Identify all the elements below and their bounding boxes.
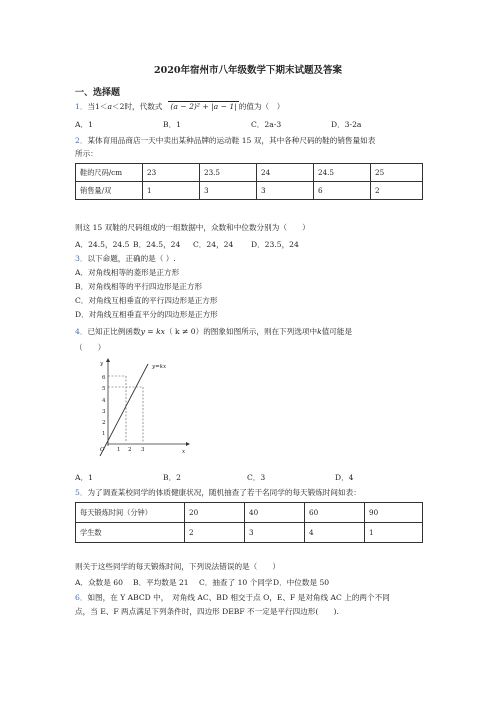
table-cell: 2 — [371, 182, 423, 200]
question-number: 1． — [75, 102, 88, 111]
table-cell: 23.5 — [200, 164, 257, 182]
table-row — [76, 164, 423, 182]
table-cell: 鞋的尺码/cm — [76, 164, 143, 182]
option-c: C．3 — [247, 473, 266, 482]
q2-line2: 所示： — [75, 149, 98, 158]
table-cell: 60 — [305, 503, 365, 523]
table-cell: 24.5 — [314, 164, 371, 182]
table-cell: 24 — [257, 164, 314, 182]
q4-graph — [90, 356, 190, 458]
y-tick: 3 — [102, 409, 106, 415]
question-3 — [75, 253, 176, 264]
table-cell: 90 — [365, 503, 423, 523]
line-y-kx — [100, 364, 148, 456]
option-a: A．众数是 60 — [75, 578, 123, 587]
q3-option-a: A．对角线相等的菱形是正方形 — [75, 268, 180, 277]
q4-text-b: 的图象如图所示，则在下列选项中 — [203, 327, 318, 336]
shoe-size-table — [75, 163, 423, 200]
q1-text-a: 当1＜ — [87, 102, 108, 111]
exercise-time-table — [75, 502, 423, 543]
q4-options — [75, 472, 354, 483]
y-tick: 4 — [102, 398, 106, 404]
option-d: D．3-2a — [331, 120, 362, 129]
q2-line1: 某体育用品商店一天中卖出某种品牌的运动鞋 15 双，其中各种尺码的鞋的销售量如表 — [87, 136, 376, 145]
table-cell: 3 — [200, 182, 257, 200]
q1-var-a: a — [107, 102, 112, 111]
line-label: y=kx — [152, 364, 167, 370]
table-row — [76, 523, 423, 543]
q1-radical-expression: (a − 2)² + |a − 1| — [170, 102, 237, 111]
option-a: A．24.5，24.5 — [75, 240, 130, 249]
table-cell: 6 — [314, 182, 371, 200]
option-c: C．抽查了 10 个同学 — [199, 578, 273, 587]
table-cell: 销售量/双 — [76, 182, 143, 200]
origin-label: O — [100, 447, 105, 453]
table-cell: 4 — [305, 523, 365, 543]
x-axis-arrow-icon — [186, 442, 190, 446]
page-title: 2020年宿州市八年级数学下期末试题及答案 — [154, 65, 342, 76]
y-axis-label: y — [100, 361, 104, 367]
option-c: C．2a-3 — [251, 120, 282, 129]
section-heading: 一、选择题 — [75, 88, 121, 98]
question-number: 3． — [75, 254, 88, 263]
option-d: D．4 — [335, 473, 354, 482]
y-tick: 6 — [102, 375, 106, 381]
q3-option-c: C．对角线互相垂直的平行四边形是正方形 — [75, 296, 218, 305]
q3-option-b: B．对角线相等的平行四边形是正方形 — [75, 282, 203, 291]
q5-after: 则关于这些同学的每天锻炼时间，下列说法错误的是（ ） — [75, 562, 281, 571]
table-cell: 25 — [371, 164, 423, 182]
table-row — [76, 503, 423, 523]
question-1 — [75, 101, 284, 112]
question-5 — [75, 487, 361, 498]
y-axis-arrow-icon — [106, 358, 110, 362]
table-cell: 1 — [143, 182, 200, 200]
x-tick: 1 — [117, 447, 121, 453]
option-d: D．中位数是 50 — [273, 578, 330, 587]
x-axis-label: x — [182, 449, 186, 455]
table-cell: 23 — [143, 164, 200, 182]
option-b: B．2 — [163, 473, 182, 482]
q6-line1: 如图，在 Y ABCD 中， 对角线 AC、BD 相交于点 O，E、F 是对角线 AC 上的两个不同 — [87, 593, 390, 602]
q3-text: 以下命题，正确的是（ ）. — [87, 254, 176, 263]
q5-text: 为了调查某校同学的体质健康状况，随机抽查了若干名同学的每天锻炼时间如表： — [87, 488, 361, 497]
question-number: 4． — [75, 327, 88, 336]
question-4 — [75, 326, 352, 337]
q4-condition: （ k ≠ 0） — [164, 327, 204, 336]
table-cell: 20 — [185, 503, 245, 523]
y-tick: 2 — [102, 420, 106, 426]
question-number: 6． — [75, 593, 88, 602]
q4-paren: （ ） — [75, 343, 106, 352]
graph-guide-lines — [108, 376, 143, 442]
table-cell: 40 — [245, 503, 305, 523]
table-cell: 3 — [257, 182, 314, 200]
x-tick: 3 — [141, 447, 145, 453]
q1-options — [75, 119, 361, 130]
table-cell: 1 — [365, 523, 423, 543]
option-b: B．平均数是 21 — [133, 578, 189, 587]
table-cell: 每天锻炼时间（分钟） — [76, 503, 185, 523]
q2-options — [75, 239, 299, 250]
option-a: A．1 — [75, 473, 93, 482]
y-tick: 1 — [102, 431, 106, 437]
table-row — [76, 182, 423, 200]
question-number: 5． — [75, 488, 88, 497]
q6-line2: 点，当 E、F 两点满足下列条件时，四边形 DEBF 不一定是平行四边形( ). — [75, 607, 339, 616]
q4-k: k — [317, 327, 322, 336]
q4-text-a: 已知正比例函数 — [87, 327, 141, 336]
q1-text-c: 的值为（ ） — [238, 102, 285, 111]
question-2 — [75, 135, 375, 146]
table-cell: 学生数 — [76, 523, 185, 543]
q4-text-c: 值可能是 — [321, 327, 353, 336]
x-tick: 2 — [128, 447, 132, 453]
q4-formula: y = kx — [140, 327, 165, 336]
y-tick: 5 — [102, 386, 106, 392]
option-d: D．23.5，24 — [251, 240, 299, 249]
table-cell: 3 — [245, 523, 305, 543]
q1-text-b: ＜2时，代数式 — [112, 102, 163, 111]
option-c: C．24，24 — [193, 240, 234, 249]
option-b: B．1 — [163, 120, 182, 129]
q2-after: 则这 15 双鞋的尺码组成的一组数据中，众数和中位数分别为（ ） — [75, 223, 310, 232]
option-a: A．1 — [75, 120, 93, 129]
question-number: 2． — [75, 136, 88, 145]
question-6 — [75, 592, 390, 603]
option-b: B．24.5，24 — [133, 240, 181, 249]
q3-option-d: D．对角线互相垂直平分的四边形是正方形 — [75, 310, 218, 319]
table-cell: 2 — [185, 523, 245, 543]
q5-options — [75, 577, 329, 588]
